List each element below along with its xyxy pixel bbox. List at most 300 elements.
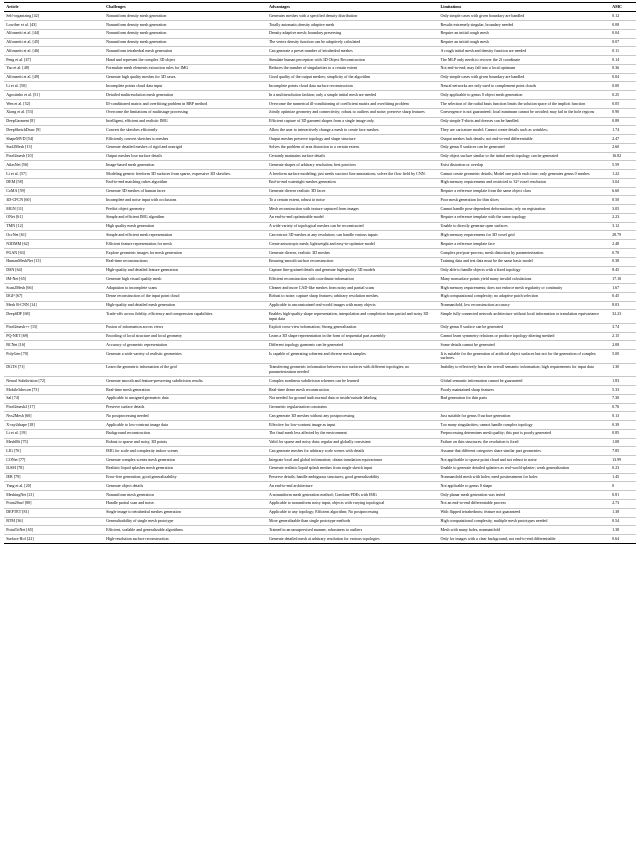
cell-article: PQ-NET [69] (4, 332, 104, 341)
column-header-article: Article (4, 3, 104, 12)
cell-article: LIG [76] (4, 447, 104, 456)
cell-advantages: Is capable of generating coherent and diverse mesh samples (267, 350, 439, 364)
cell-article: Alfonzetti et al. [46] (4, 47, 104, 56)
cell-limitations: Cannot create geometric details; Model one patch each time; only generates genus 0 meshes (438, 170, 610, 179)
cell-challenges: Robust to sparse and noisy, 3D points (104, 438, 267, 447)
cell-challenges: Nonuniform density mesh generation (104, 12, 267, 21)
cell-advantages: Generate detailed mesh at arbitrary resolution for various topologies (267, 535, 439, 544)
cell-limitations: Exist distortion or overlap (438, 161, 610, 170)
cell-amc: 1.74 (610, 126, 636, 135)
table-row (4, 292, 636, 301)
table-row (4, 249, 636, 258)
cell-article: MeshlRt [75] (4, 438, 104, 447)
cell-article: IM-Net [65] (4, 275, 104, 284)
cell-limitations: High computational complexity, multiple mesh prototypes needed (438, 517, 610, 526)
cell-limitations: Nonmanifold, low reconstruction accuracy (438, 301, 610, 310)
cell-amc: 13.99 (610, 456, 636, 465)
cell-article: 3D-CFCN [60] (4, 196, 104, 205)
cell-advantages: Jointly optimize geometry and connectivity; robust to outliers and noise; preserve sharp features (267, 108, 439, 117)
table-row (4, 29, 636, 38)
cell-advantages: Learn a 3D shape representation in the form of sequential part assembly (267, 332, 439, 341)
cell-limitations: Only simple T-shirts and dresses can be handled. (438, 117, 610, 126)
table-row (4, 386, 636, 395)
cell-limitations: Only simple cases with given boundary are handled (438, 73, 610, 82)
cell-amc: 3.74 (610, 323, 636, 332)
cell-advantages: Create anisotropic mesh; lightweight and easy-to-optimize model (267, 240, 439, 249)
cell-challenges: Applicable to low-contrast image data (104, 421, 267, 430)
table-row (4, 161, 636, 170)
cell-article: ShapeMVD [54] (4, 135, 104, 144)
cell-limitations: Unable to directly generate open surfaces (438, 222, 610, 231)
cell-article: OccNet [61] (4, 231, 104, 240)
header-row (4, 3, 636, 12)
cell-amc: 17.10 (610, 275, 636, 284)
cell-amc: 1.38 (610, 526, 636, 535)
cell-advantages: Transferring geometric information between two surfaces with different topologies; no parameterization needed (267, 363, 439, 377)
cell-challenges: Overcome the limitations of multistage processing (104, 108, 267, 117)
cell-amc: 1.83 (610, 377, 636, 386)
cell-amc: 2.48 (610, 240, 636, 249)
cell-amc: 0.04 (610, 29, 636, 38)
table-row (4, 196, 636, 205)
cell-amc: 1.22 (610, 170, 636, 179)
table-row (4, 464, 636, 473)
cell-challenges: Nonuniform density mesh generation (104, 38, 267, 47)
column-header-advantages: Advantages (267, 3, 439, 12)
cell-limitations: High memory requirements; does not enforce mesh regularity or continuity (438, 284, 610, 293)
cell-article: Pixel2mesh++ [15] (4, 323, 104, 332)
table-row (4, 73, 636, 82)
cell-limitations: Assume that different categories share similar part geometries (438, 447, 610, 456)
table-row (4, 82, 636, 91)
cell-advantages: Robust to noise; capture sharp features; arbitrary resolution meshes. (267, 292, 439, 301)
cell-advantages: Real-time dense mesh reconstruction (267, 386, 439, 395)
cell-limitations: High computational complexity; no adaptive patch selection (438, 292, 610, 301)
cell-article: Scan2Mesh [66] (4, 284, 104, 293)
cell-article: Yao et al. [48] (4, 64, 104, 73)
cell-article: Nvs2Mesh [60] (4, 412, 104, 421)
cell-challenges: IMG for scale and complexity indoor scenes (104, 447, 267, 456)
cell-limitations: Global semantic information cannot be guaranteed (438, 377, 610, 386)
cell-limitations: Poor mesh generation for thin slices (438, 196, 610, 205)
cell-amc: 2.23 (610, 213, 636, 222)
cell-amc: 0.05 (610, 100, 636, 109)
cell-limitations: Require a reference template from the same object class (438, 187, 610, 196)
cell-amc: 5.59 (610, 161, 636, 170)
table-row (4, 332, 636, 341)
cell-advantages: Overcome the numerical ill-conditioning of coefficient matrix and overfitting problem (267, 100, 439, 109)
cell-limitations: Inability to effectively learn the overall semantic information; high requirements for input data (438, 363, 610, 377)
cell-limitations: Neural networks are only used to complement point clouds (438, 82, 610, 91)
cell-article: MGN [11] (4, 205, 104, 214)
table-row (4, 310, 636, 324)
cell-challenges: Detailed multiresolution mesh generation (104, 91, 267, 100)
cell-amc: 0.89 (610, 117, 636, 126)
cell-amc: 2.73 (610, 499, 636, 508)
cell-amc: 0 (610, 482, 636, 491)
cell-amc: 1.30 (610, 363, 636, 377)
table-row (4, 508, 636, 517)
cell-amc: 0.64 (610, 535, 636, 544)
cell-limitations: Unable to generate detailed splatters as real-world splatter; weak generalization (438, 464, 610, 473)
cell-challenges: Modeling generic freeform 3D surfaces from sparse, expressive 3D sketches. (104, 170, 267, 179)
cell-article: BCNet [16] (4, 341, 104, 350)
cell-advantages: Cleaner and more CAD-like meshes from noisy and partial scans (267, 284, 439, 293)
cell-challenges: Real-time mesh generation (104, 386, 267, 395)
table-body (4, 12, 636, 543)
cell-challenges: Generate 3D meshes of human faces (104, 187, 267, 196)
cell-amc: 0.00 (610, 82, 636, 91)
cell-challenges: Realistic liquid splashes mesh generation (104, 464, 267, 473)
cell-amc: 3.04 (610, 178, 636, 187)
table-row (4, 178, 636, 187)
cell-advantages: Generate realistic liquid splash meshes from single sketch input (267, 464, 439, 473)
table-row (4, 517, 636, 526)
cell-amc: 0.36 (610, 64, 636, 73)
cell-amc: 0.45 (610, 292, 636, 301)
cell-advantages: Generate diverse, realistic 3D meshes (267, 249, 439, 258)
cell-advantages: Can extract 3D meshes at any resolution; can handle various inputs (267, 231, 439, 240)
cell-amc: 1.45 (610, 473, 636, 482)
cell-advantages: In a multiresolution fashion; only a simple initial mesh are needed (267, 91, 439, 100)
cell-amc: 8.45 (610, 266, 636, 275)
table-row (4, 170, 636, 179)
cell-challenges: Generate detailed meshes of rigid and nonrigid (104, 143, 267, 152)
cell-amc: 0.85 (610, 429, 636, 438)
cell-amc: 0.12 (610, 12, 636, 21)
cell-article: Li et al. [19] (4, 429, 104, 438)
cell-amc: 0.14 (610, 56, 636, 65)
cell-article: Alfonzetti et al. [45] (4, 38, 104, 47)
cell-challenges: Dense reconstruction of the input point cloud (104, 292, 267, 301)
cell-challenges: Preserve surface details (104, 403, 267, 412)
cell-limitations: Results extremely singular, boundary needed (438, 21, 610, 30)
table-row (4, 38, 636, 47)
table-row (4, 187, 636, 196)
cell-article: Surface Hof [22] (4, 535, 104, 544)
cell-advantages: Applicable to nonuniform noisy input, objects with varying topological (267, 499, 439, 508)
cell-article: DeepGarment [8] (4, 117, 104, 126)
cell-article: Mobile3drecon [73] (4, 386, 104, 395)
cell-challenges: Learn the geometric information of the grid (104, 363, 267, 377)
table-row (4, 438, 636, 447)
table-row (4, 213, 636, 222)
cell-advantages: Exploit cross-view information; Strong generalization (267, 323, 439, 332)
cell-advantages: Valid for sparse and noisy data; regular and globally consistent (267, 438, 439, 447)
cell-advantages: Applicable to unconstrained real-world images with many objects (267, 301, 439, 310)
cell-advantages: More generalizable than single prototype methods (267, 517, 439, 526)
cell-challenges: Accuracy of geometric representation (104, 341, 267, 350)
cell-advantages: Enables high-quality shape representation, interpolation and completion from partial and noisy 3D input data (267, 310, 439, 324)
cell-challenges: Simple and efficient mesh representation (104, 231, 267, 240)
cell-limitations: Nonmanifold mesh with holes; need posttreatment for holes (438, 473, 610, 482)
cell-limitations: With flipped tetrahedrons; feature not guaranteed (438, 508, 610, 517)
cell-limitations: They are caricature model; Cannot create details such as wrinkles; (438, 126, 610, 135)
cell-challenges: Nonuniform tetrahedral mesh generation (104, 47, 267, 56)
cell-article: Pixel2mesh2 [17] (4, 403, 104, 412)
cell-amc: 32.23 (610, 310, 636, 324)
table-row (4, 323, 636, 332)
cell-advantages: Mesh reconstruction with texture captured from images (267, 205, 439, 214)
cell-limitations (438, 403, 610, 412)
cell-advantages: The vertex density function can be adaptively calculated (267, 38, 439, 47)
table-row (4, 205, 636, 214)
cell-limitations: Complex pre/post-process; mesh distortion by parameterization (438, 249, 610, 258)
cell-advantages: Allow the user to interactively change a mesh to create face meshes. (267, 126, 439, 135)
cell-limitations: Not end-to-end; may fall into a local optimum (438, 64, 610, 73)
cell-article: Xiong et al. [53] (4, 108, 104, 117)
table-row (4, 447, 636, 456)
cell-amc: 3.12 (610, 222, 636, 231)
table-row (4, 403, 636, 412)
cell-article: N3DMM [62] (4, 240, 104, 249)
cell-advantages: Integrate local and global information; obtain translation equivariance (267, 456, 439, 465)
cell-challenges: Background reconstruction (104, 429, 267, 438)
cell-challenges: Convert the sketches efficiently (104, 126, 267, 135)
table-row (4, 284, 636, 293)
cell-amc: 28.79 (610, 231, 636, 240)
cell-article: Lowther et al. [43] (4, 21, 104, 30)
cell-amc: 1.38 (610, 508, 636, 517)
cell-advantages: Totally automatic,density adaptive mesh (267, 21, 439, 30)
cell-advantages: An end-to-end architecture (267, 482, 439, 491)
cell-challenges: No postprocessing needed (104, 412, 267, 421)
cell-advantages: To a certain extent, robust to noise (267, 196, 439, 205)
cell-limitations: The MLP only needs to recover the 2f coordinate (438, 56, 610, 65)
cell-limitations: Not an end-to-end differentiable process (438, 499, 610, 508)
cell-challenges: Generalizability of single mesh prototype (104, 517, 267, 526)
table-row (4, 21, 636, 30)
cell-amc: 0.08 (610, 21, 636, 30)
cell-amc: 2.15 (610, 332, 636, 341)
cell-challenges: Incomplete and noise input with occlusions (104, 196, 267, 205)
table-row (4, 499, 636, 508)
table-row (4, 421, 636, 430)
cell-limitations: Simple fully connected network architecture without local information or translation equivariance (438, 310, 610, 324)
cell-limitations: Failure on thin structures; the resolution is fixed (438, 438, 610, 447)
table-row (4, 429, 636, 438)
cell-advantages: A wide variety of topological meshes can be reconstructed (267, 222, 439, 231)
cell-amc: 2.60 (610, 143, 636, 152)
cell-advantages: Applicable to any topology; Efficient algorithm; No postprocessing (267, 508, 439, 517)
cell-article: Surf2Mesh [13] (4, 143, 104, 152)
cell-limitations: High memory requirements and restricted to 32³ voxel resolution (438, 178, 610, 187)
cell-advantages: Generate shapes of arbitrary resolution; best practices (267, 161, 439, 170)
cell-article: DEFTET [81] (4, 508, 104, 517)
cell-amc: 0.81 (610, 491, 636, 500)
cell-advantages: Can generate 3D meshes without any postprocessing (267, 412, 439, 421)
table-row (4, 240, 636, 249)
cell-limitations: The selection of the radial basis function limits the solution space of the implicit function (438, 100, 610, 109)
table-row (4, 341, 636, 350)
table-row (4, 126, 636, 135)
cell-limitations: Convergence is not guaranteed; local minimum cannot be avoided; may fail in the hole regions (438, 108, 610, 117)
cell-limitations: Only object surface similar to the initial mesh topology can be generated (438, 152, 610, 161)
cell-challenges: High-resolution surface reconstruction (104, 535, 267, 544)
cell-challenges: Handle partial scan and noise. (104, 499, 267, 508)
cell-article: Point2Surf [80] (4, 499, 104, 508)
cell-amc: 6.60 (610, 187, 636, 196)
cell-article: Li et al. [50] (4, 82, 104, 91)
cell-challenges: Nonuniform density mesh generation (104, 21, 267, 30)
cell-limitations: Training data and test data must be the same basic model (438, 257, 610, 266)
cell-challenges: Hand and represent the complex 3D object (104, 56, 267, 65)
cell-challenges: Generate a wide variety of realistic geometries (104, 350, 267, 364)
table-row (4, 64, 636, 73)
cell-article: PGAN [63] (4, 249, 104, 258)
cell-article: DGI³ [67] (4, 292, 104, 301)
cell-challenges: Generate complex scenes mesh generation (104, 456, 267, 465)
cell-limitations: A rough initial mesh and density function are needed (438, 47, 610, 56)
cell-article: AtlasNet [56] (4, 161, 104, 170)
cell-amc: 16.82 (610, 152, 636, 161)
cell-advantages: Can generate a preset number of tetrahedral meshes (267, 47, 439, 56)
cell-article: ILSM [78] (4, 464, 104, 473)
cell-limitations: Mesh with many holes, nonmanifold (438, 526, 610, 535)
cell-article: Neural Subdivision [72] (4, 377, 104, 386)
cell-amc: 0.70 (610, 249, 636, 258)
cell-limitations: Require an initial rough mesh (438, 29, 610, 38)
table-row (4, 231, 636, 240)
cell-article: Alfonzetti et al. [44] (4, 29, 104, 38)
table-row (4, 152, 636, 161)
table-row (4, 473, 636, 482)
cell-amc: 7.30 (610, 394, 636, 403)
cell-advantages: Efficient capture of 3D garment shapes from a single image only. (267, 117, 439, 126)
cell-limitations: Just suitable for genus 0 surface generation (438, 412, 610, 421)
cell-challenges: Applicable to unsigned geometric data (104, 394, 267, 403)
cell-amc: 0.11 (610, 47, 636, 56)
cell-limitations: Some details cannot be generated (438, 341, 610, 350)
column-header-challenges: Challenges (104, 3, 267, 12)
cell-limitations: Only planar mesh generation was tested (438, 491, 610, 500)
cell-advantages: Certainly maintains surface details (267, 152, 439, 161)
table-row (4, 56, 636, 65)
cell-article: PointTriNet [65] (4, 526, 104, 535)
cell-advantages: Capture fine-grained details and generate high-quality 3D models (267, 266, 439, 275)
cell-amc: 0.07 (610, 38, 636, 47)
cell-limitations: Cannot handle pose dependent deformations; rely on registration (438, 205, 610, 214)
cell-article: Peng et al. [47] (4, 56, 104, 65)
table-row (4, 301, 636, 310)
cell-limitations: It is suitable for the generation of artificial object surfaces but not for the generation of complex surfaces. (438, 350, 610, 364)
table-row (4, 135, 636, 144)
cell-article: TMN [12] (4, 222, 104, 231)
cell-limitations: Require an initial rough mesh (438, 38, 610, 47)
cell-article: DGTS [71] (4, 363, 104, 377)
cell-amc: 3.05 (610, 205, 636, 214)
cell-advantages: Simulate human perception with 3D Object Reconstruction (267, 56, 439, 65)
cell-amc: 0.50 (610, 196, 636, 205)
cell-challenges: Generate high quality meshes for 3D cases. (104, 73, 267, 82)
cell-limitations: Poorly maintained sharp features (438, 386, 610, 395)
cell-limitations: Bad generation for thin parts (438, 394, 610, 403)
cell-advantages: The final mesh less affected by the environment (267, 429, 439, 438)
table-row (4, 91, 636, 100)
table-row (4, 412, 636, 421)
cell-challenges: Generate high visual quality mesh (104, 275, 267, 284)
cell-amc: 2.47 (610, 135, 636, 144)
cell-limitations: Only genus 0 surfaces can be generated (438, 143, 610, 152)
cell-article: DEM [58] (4, 178, 104, 187)
cell-challenges: Explore geometric images for mesh generation (104, 249, 267, 258)
cell-advantages: Trained in an unsupervised manner, robustness to outliers (267, 526, 439, 535)
methods-comparison-table (4, 2, 636, 544)
cell-advantages: Geometric regularization constrains (267, 403, 439, 412)
cell-limitations: Preprocessing determines mesh quality; this part is poorly generated (438, 429, 610, 438)
cell-challenges: Generate smooth and feature-preserving subdivision results. (104, 377, 267, 386)
cell-amc: 0.13 (610, 412, 636, 421)
table-row (4, 456, 636, 465)
cell-advantages: Solves the problem of area distortion to a certain extent. (267, 143, 439, 152)
cell-amc: 7.85 (610, 447, 636, 456)
table-row (4, 377, 636, 386)
cell-advantages: Complex nonlinear subdivision schemes can be learned (267, 377, 439, 386)
cell-advantages: Can generate meshes for arbitrary scale scenes with details (267, 447, 439, 456)
cell-advantages: Not needed for ground truth normal data or inside/outside labeling (267, 394, 439, 403)
cell-amc: 5.00 (610, 350, 636, 364)
cell-advantages: Good quality of the output meshes; simplicity of the algorithm (267, 73, 439, 82)
cell-challenges: Trade-offs across fidelity, efficiency and compression capabilities (104, 310, 267, 324)
cell-advantages: Ensuring smooth surface reconstruction (267, 257, 439, 266)
cell-challenges: High quality mesh generation (104, 222, 267, 231)
table-row (4, 100, 636, 109)
table-header (4, 3, 636, 12)
cell-challenges: Simple and efficient IMG algorithm (104, 213, 267, 222)
cell-challenges: Efficient feature representation for mesh (104, 240, 267, 249)
cell-article: Mesh R-CNN [14] (4, 301, 104, 310)
table-row (4, 526, 636, 535)
cell-challenges: Efficiently convert sketches to meshes (104, 135, 267, 144)
cell-limitations: Require a reference template with the same topology (438, 213, 610, 222)
cell-article: CoMA [59] (4, 187, 104, 196)
table-row (4, 491, 636, 500)
cell-challenges: Formulate mesh elements extraction rules for IMG (104, 64, 267, 73)
cell-advantages: Different topology garments can be generated (267, 341, 439, 350)
cell-challenges: Fusion of information across views (104, 323, 267, 332)
cell-article: PolyGen [70] (4, 350, 104, 364)
cell-advantages: A freeform surface modeling; just needs succinct line annotations; solves the flow field by CNN. (267, 170, 439, 179)
cell-challenges: Ill-conditioned matrix and overfitting problem in RBF method (104, 100, 267, 109)
cell-amc: 5.33 (610, 386, 636, 395)
cell-advantages: A nonuniform mesh generation method; Combine PDEs with IMG (267, 491, 439, 500)
cell-amc: 1.67 (610, 284, 636, 293)
cell-article: DeepSketchDraw [9] (4, 126, 104, 135)
cell-advantages: Output meshes preserve topology and shape structure (267, 135, 439, 144)
cell-article: MeshingNet [21] (4, 491, 104, 500)
table-row (4, 535, 636, 544)
cell-challenges: Generate object details (104, 482, 267, 491)
cell-advantages: Preserve details; handle ambiguous structures; good generalizability (267, 473, 439, 482)
cell-article: DSN [64] (4, 266, 104, 275)
table-row (4, 266, 636, 275)
table-row (4, 350, 636, 364)
cell-article: IER [79] (4, 473, 104, 482)
cell-advantages: An end-to-end optimizable model (267, 213, 439, 222)
cell-amc: 0.39 (610, 421, 636, 430)
cell-amc: 2.08 (610, 341, 636, 350)
cell-challenges: Output meshes lose surface details (104, 152, 267, 161)
table-row (4, 222, 636, 231)
table-row (4, 117, 636, 126)
cell-article: Pixel2mesh [10] (4, 152, 104, 161)
cell-limitations: Output meshes lack details; not end-to-end differentiable (438, 135, 610, 144)
cell-limitations: Only genus 0 surface can be generated (438, 323, 610, 332)
cell-article: Li et al. [57] (4, 170, 104, 179)
cell-amc: 0.04 (610, 73, 636, 82)
column-header-amc: AMC (610, 3, 636, 12)
cell-challenges: Intelligent, efficient and realistic IMG (104, 117, 267, 126)
